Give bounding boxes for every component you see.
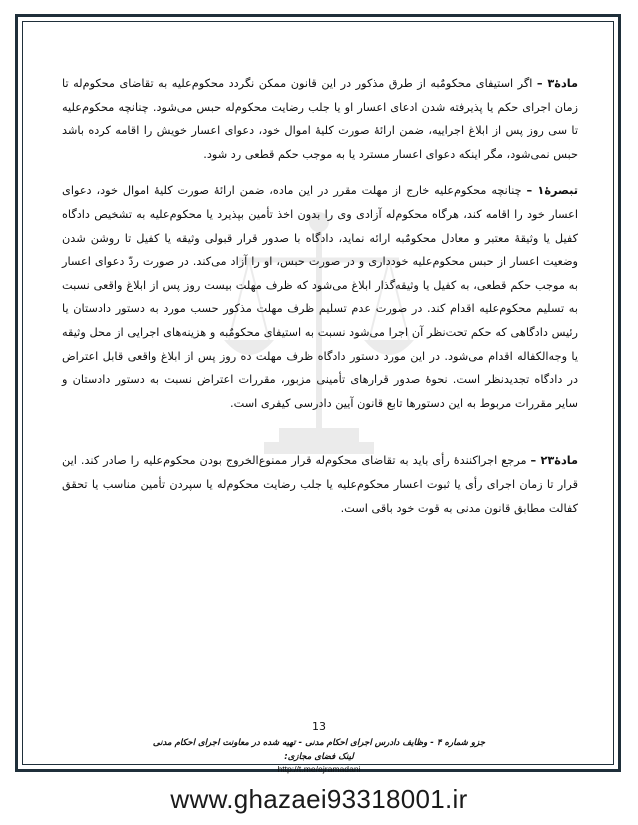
article-23-text: مرجع اجراکنندهٔ رأی باید به تقاضای محکوم‌له قرار ممنوع‌الخروج بودن محکوم‌علیه را صادر کند. این قرار تا زمان اجرای رأی یا ثبوت اعسار محکوم‌علیه یا جلب رضایت محکوم‌له یا سپردن تأمین مناسب یا تحقق کفالت مطابق قانون مدنی به قوت خود باقی است. (62, 454, 578, 515)
footer-link[interactable]: http://t.me/ejramadani (277, 764, 361, 774)
note-1-text: چنانچه محکوم‌علیه خارج از مهلت مقرر در این ماده، ضمن ارائهٔ صورت کلیهٔ اموال خود، دعوای اعسار خود را اقامه کند، هرگاه محکوم‌له آزادی وی را بدون اخذ تأمین بپذیرد یا محکوم‌علیه به تشخیص دادگاه کفیل یا وثیقهٔ معتبر و معادل محکومٌبه ارائه نماید، دادگاه با صدور قرار قبولی وثیقه یا کفیل تا روشن شدن وضعیت اعسار از حبس محکوم‌علیه خودداری و در صورت حبس، او را آزاد می‌کند. در صورت ردّ دعوای اعسار به موجب حکم قطعی، به کفیل یا وثیقه‌گذار ابلاغ می‌شود که ظرف مهلت بیست روز پس از ابلاغ واقعی نسبت به تسلیم محکوم‌علیه اقدام کند. در صورت عدم تسلیم ظرف مهلت مذکور حسب مورد به دستور دادستان یا رئیس دادگاهی که حکم تحت‌نظر آن اجرا می‌شود نسبت به استیفای محکومٌبه و هزینه‌های اجرایی از محل وثیقه یا وجه‌الکفاله اقدام می‌شود. در این مورد دستور دادگاه ظرف مهلت ده روز پس از ابلاغ واقعی قابل اعتراض در دادگاه تجدیدنظر است. نحوهٔ صدور قرارهای تأمینی مزبور، مقررات اعتراض نسبت به دستور دادستان و سایر مقررات مربوط به این دستورها تابع قانون آیین دادرسی کیفری است. (62, 184, 578, 410)
note-1-label: تبصرهٔ۱ – (526, 184, 578, 198)
note-1-paragraph (62, 179, 578, 415)
article-3-paragraph (62, 72, 578, 166)
article-23-paragraph (62, 449, 578, 520)
article-23-label: مادهٔ۲۳ – (530, 454, 578, 468)
article-3-label: مادهٔ۳ – (536, 77, 578, 90)
footer-title: جزو شماره ۴ - وظایف دادرس اجرای احکام مدنی - تهیه شده در معاونت اجرای احکام مدنی (152, 738, 486, 748)
site-url-watermark: www.ghazaei93318001.ir (170, 784, 468, 814)
article-3-text: اگر استیفای محکومٌبه از طرق مذکور در این قانون ممکن نگردد محکوم‌علیه به تقاضای محکوم‌له تا زمان اجرای حکم یا پذیرفته شدن ادعای اعسار او یا جلب رضایت محکوم‌له حبس می‌شود. چنانچه محکوم‌علیه تا سی روز پس از ابلاغ اجراییه، ضمن ارائهٔ صورت کلیهٔ اموال خود، دعوای اعسار خویش را اقامه کرده باشد حبس نمی‌شود، مگر اینکه دعوای اعسار مسترد یا به موجب حکم قطعی رد شود. (62, 77, 578, 161)
footer-subtitle: لینک فضای مجازی: (284, 752, 354, 762)
document-body (62, 72, 578, 520)
page-number: 13 (312, 720, 326, 733)
